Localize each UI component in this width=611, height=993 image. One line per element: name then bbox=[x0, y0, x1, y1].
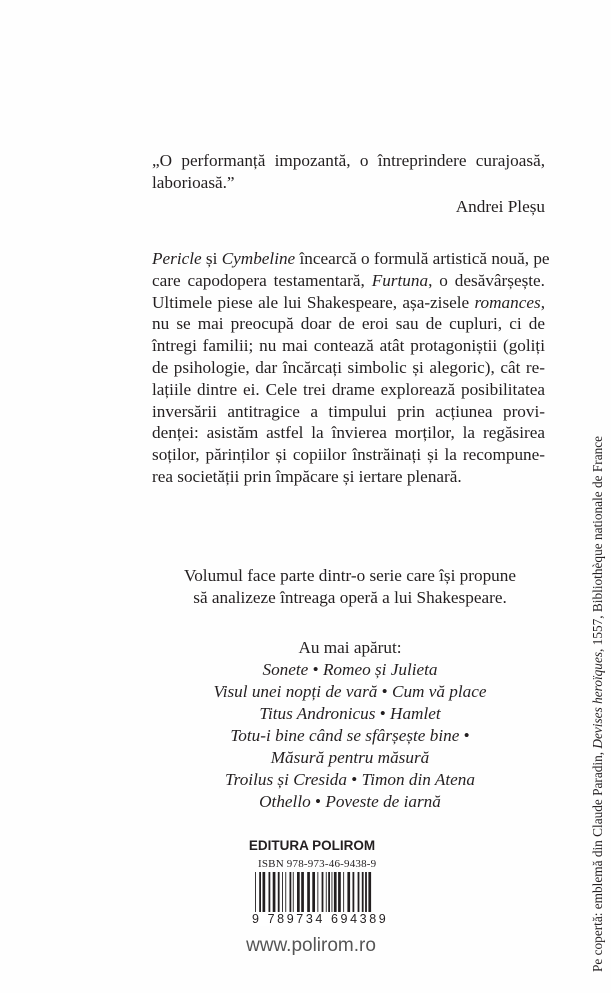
barcode-bar bbox=[293, 872, 294, 914]
text-line bbox=[152, 422, 545, 444]
text-segment: de psihologie, dar încărcați simbolic și alegoric), cât re- bbox=[152, 358, 545, 377]
text-segment: Poveste de iarnă bbox=[325, 792, 441, 811]
text-segment: Cymbeline bbox=[221, 249, 296, 268]
text-segment: Volumul face parte dintr-o serie care își propune bbox=[184, 566, 516, 585]
text-segment: romances bbox=[474, 292, 541, 312]
publisher-name: EDITURA POLIROM bbox=[248, 838, 376, 853]
text-segment: rea societății prin împăcare și iertare plenară. bbox=[152, 467, 462, 486]
barcode-bar bbox=[269, 872, 271, 914]
text-segment: laborioasă.” bbox=[152, 173, 235, 192]
text-line bbox=[140, 747, 560, 769]
text-segment: „O performanță impozantă, o întreprindere curajoasă, bbox=[152, 151, 545, 170]
website[interactable]: www.polirom.ro bbox=[246, 935, 376, 956]
text-segment: Romeo și Julieta bbox=[322, 660, 438, 679]
barcode-bar bbox=[273, 872, 276, 914]
barcode-bar bbox=[301, 872, 304, 914]
text-segment: Devises heroïques bbox=[590, 651, 605, 749]
text-line bbox=[140, 703, 560, 725]
text-segment: denței: asistăm astfel la învierea morților, la regăsirea bbox=[152, 423, 545, 443]
text-segment: nu se mai preocupă doar de eroi sau de cupluri, ci de bbox=[152, 314, 545, 334]
barcode-bar bbox=[338, 872, 341, 914]
text-segment: , bbox=[540, 292, 545, 312]
barcode-bar bbox=[362, 872, 364, 914]
barcode-bar bbox=[290, 872, 292, 914]
text-line bbox=[152, 335, 545, 357]
barcode-bar bbox=[326, 872, 327, 914]
text-line bbox=[152, 466, 545, 488]
text-segment: întregi familii; nu mai contează atât protagoniștii (goliți bbox=[152, 336, 545, 356]
text-segment: , 1557, Bibliothèque nationale de France bbox=[590, 435, 605, 652]
text-line bbox=[140, 587, 560, 609]
text-line bbox=[152, 379, 545, 401]
text-line bbox=[152, 248, 550, 270]
barcode-bar bbox=[307, 872, 310, 914]
text-segment: și bbox=[201, 249, 222, 268]
text-segment: Timon din Atena bbox=[361, 770, 475, 789]
barcode-bar bbox=[285, 872, 286, 914]
text-segment: Pe copertă: emblemă din Claude Paradin, bbox=[590, 748, 605, 972]
text-segment: Troilus și Cresida bbox=[225, 770, 347, 789]
text-line bbox=[140, 769, 560, 791]
text-line bbox=[140, 725, 560, 747]
text-line bbox=[152, 172, 545, 194]
text-segment: • bbox=[459, 726, 470, 745]
cover-credit bbox=[590, 436, 606, 972]
text-segment: Furtuna bbox=[371, 270, 429, 290]
text-line bbox=[152, 313, 545, 335]
text-line bbox=[152, 357, 545, 379]
text-segment: Sonete bbox=[262, 660, 309, 679]
text-line bbox=[140, 659, 560, 681]
text-segment: să analizeze întreaga operă a lui Shakespeare. bbox=[193, 588, 507, 607]
barcode-digits: 9 789734 694389 bbox=[252, 912, 389, 926]
text-segment: lațiile dintre ei. Cele trei drame explorează posibilitatea bbox=[152, 379, 545, 399]
barcode-bar bbox=[263, 872, 266, 914]
isbn: ISBN 978-973-46-9438-9 bbox=[258, 858, 377, 870]
text-line bbox=[152, 270, 545, 292]
text-segment: Visul unei nopți de vară bbox=[213, 682, 378, 701]
barcode-bar bbox=[312, 872, 315, 914]
text-segment: Măsură pentru măsură bbox=[270, 748, 430, 767]
text-segment: Othello bbox=[259, 792, 311, 811]
barcode-bar bbox=[328, 872, 330, 914]
text-segment: • bbox=[375, 704, 391, 723]
text-segment: , o desăvârșește. bbox=[428, 270, 545, 290]
text-line bbox=[140, 681, 560, 703]
text-line bbox=[140, 565, 560, 587]
barcode-bar bbox=[332, 872, 333, 914]
barcode-bar bbox=[334, 872, 337, 914]
barcode-bar bbox=[347, 872, 350, 914]
barcode-bar bbox=[353, 872, 355, 914]
text-segment: Totu-i bine când se sfârșește bine bbox=[230, 726, 460, 745]
barcode-bar bbox=[282, 872, 283, 914]
text-segment: Pericle bbox=[152, 249, 202, 268]
text-line bbox=[152, 150, 545, 172]
text-segment: Cum vă place bbox=[392, 682, 487, 701]
text-segment: Ultimele piese ale lui Shakespeare, așa-zisele bbox=[152, 292, 475, 312]
text-line bbox=[152, 401, 545, 423]
text-segment: Titus Andronicus bbox=[259, 704, 376, 723]
barcode-bar bbox=[297, 872, 300, 914]
text-line bbox=[140, 791, 560, 813]
text-line bbox=[152, 292, 545, 314]
barcode-bar bbox=[365, 872, 367, 914]
text-segment: care capodopera testamentară, bbox=[152, 270, 372, 290]
barcode-bar bbox=[358, 872, 360, 914]
text-segment: • bbox=[310, 792, 326, 811]
barcode-bar bbox=[343, 872, 344, 914]
text-segment: • bbox=[377, 682, 392, 701]
quote-author: Andrei Pleșu bbox=[455, 197, 545, 216]
text-segment: • bbox=[347, 770, 362, 789]
text-segment: inversării antitragice a timpului prin acțiunea provi- bbox=[152, 401, 545, 421]
text-line bbox=[152, 444, 545, 466]
text-segment: • bbox=[308, 660, 323, 679]
text-segment: Hamlet bbox=[390, 704, 441, 723]
barcode-bar bbox=[278, 872, 280, 914]
also-published-heading: Au mai apărut: bbox=[298, 638, 402, 657]
text-segment: încearcă o formulă artistică nouă, pe bbox=[295, 249, 550, 268]
text-segment: soților, părinților și copiilor înstrăinați și la recompune- bbox=[152, 445, 545, 465]
